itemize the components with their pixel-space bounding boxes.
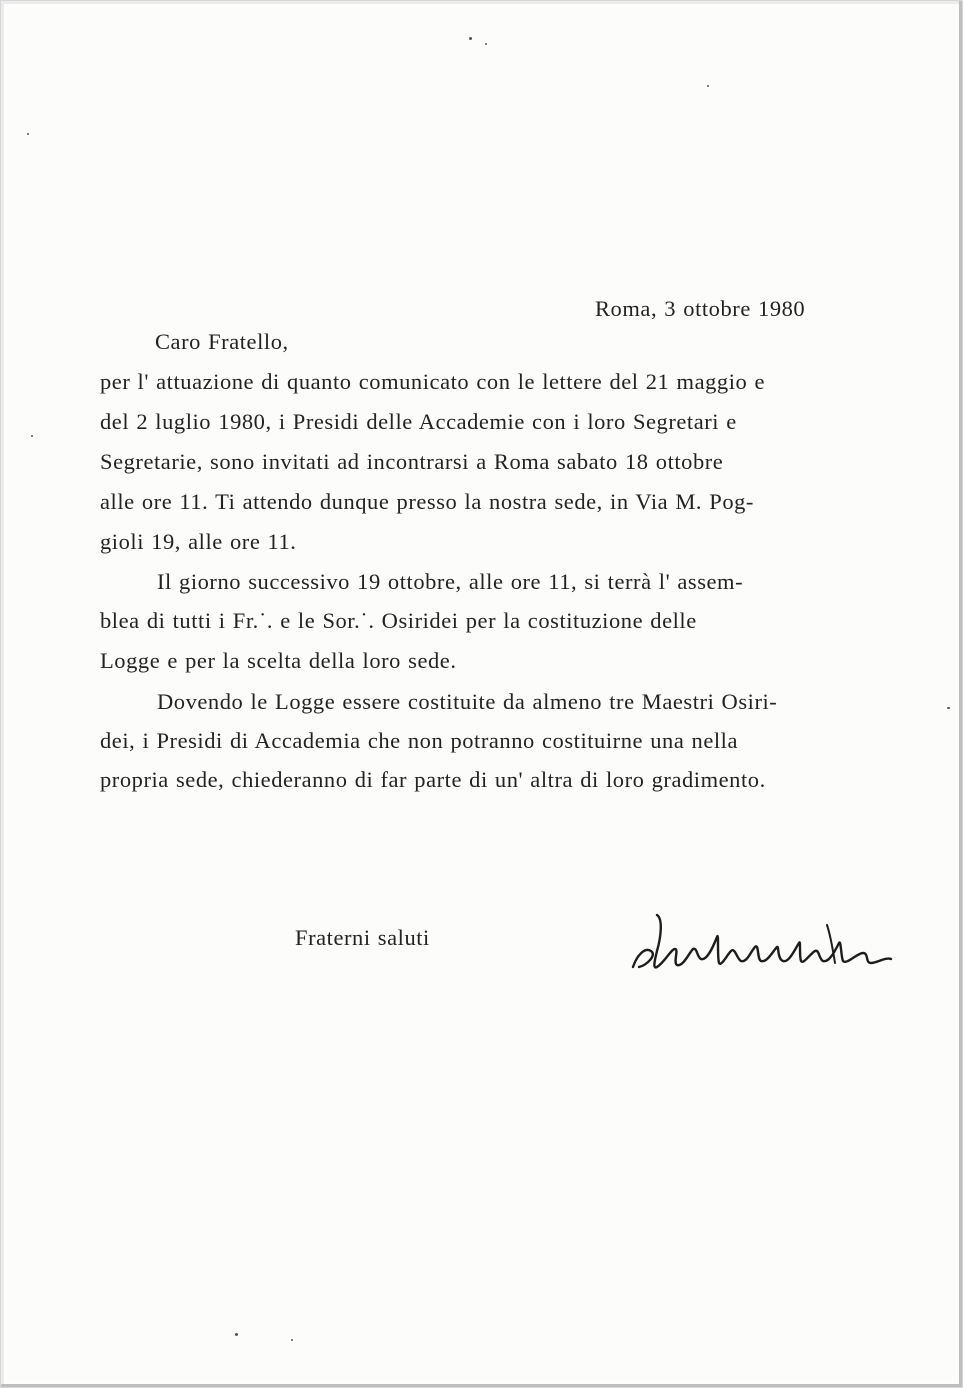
closing: Fraterni saluti [295,925,430,950]
paragraph-3-line-2: dei, i Presidi di Accademia che non potranno costituirne una nella [100,728,739,753]
paragraph-1-line-5: gioli 19, alle ore 11. [100,529,297,554]
scan-speck [31,435,33,437]
paragraph-1-line-1: per l' attuazione di quanto comunicato con le lettere del 21 maggio e [100,369,766,394]
paragraph-1-line-3: Segretarie, sono invitati ad incontrarsi a Roma sabato 18 ottobre [100,449,724,474]
salutation: Caro Fratello, [155,329,289,354]
paragraph-3-line-3: propria sede, chiederanno di far parte di un' altra di loro gradimento. [100,767,766,792]
scan-speck [947,707,950,709]
paragraph-2-line-3: Logge e per la scelta della loro sede. [100,648,457,673]
paragraph-2-line-2: blea di tutti i Fr.˙. e le Sor.˙. Osiridei per la costituzione delle [100,608,697,633]
place-date: Roma, 3 ottobre 1980 [595,296,806,321]
paragraph-1-line-2: del 2 luglio 1980, i Presidi delle Accademie con i loro Segretari e [100,409,737,434]
paragraph-1-line-4: alle ore 11. Ti attendo dunque presso la nostra sede, in Via M. Pog- [100,489,754,514]
scan-speck [707,85,709,87]
paragraph-3-line-1: Dovendo le Logge essere costituite da almeno tre Maestri Osiri- [157,689,778,714]
scan-speck [485,43,487,45]
scan-speck [235,1333,238,1336]
signature [627,907,897,997]
scan-speck [27,133,29,135]
letter-paper [7,7,956,1381]
scan-speck [291,1339,293,1341]
scan-speck [469,37,472,40]
paragraph-2-line-1: Il giorno successivo 19 ottobre, alle ore 11, si terrà l' assem- [157,569,744,594]
